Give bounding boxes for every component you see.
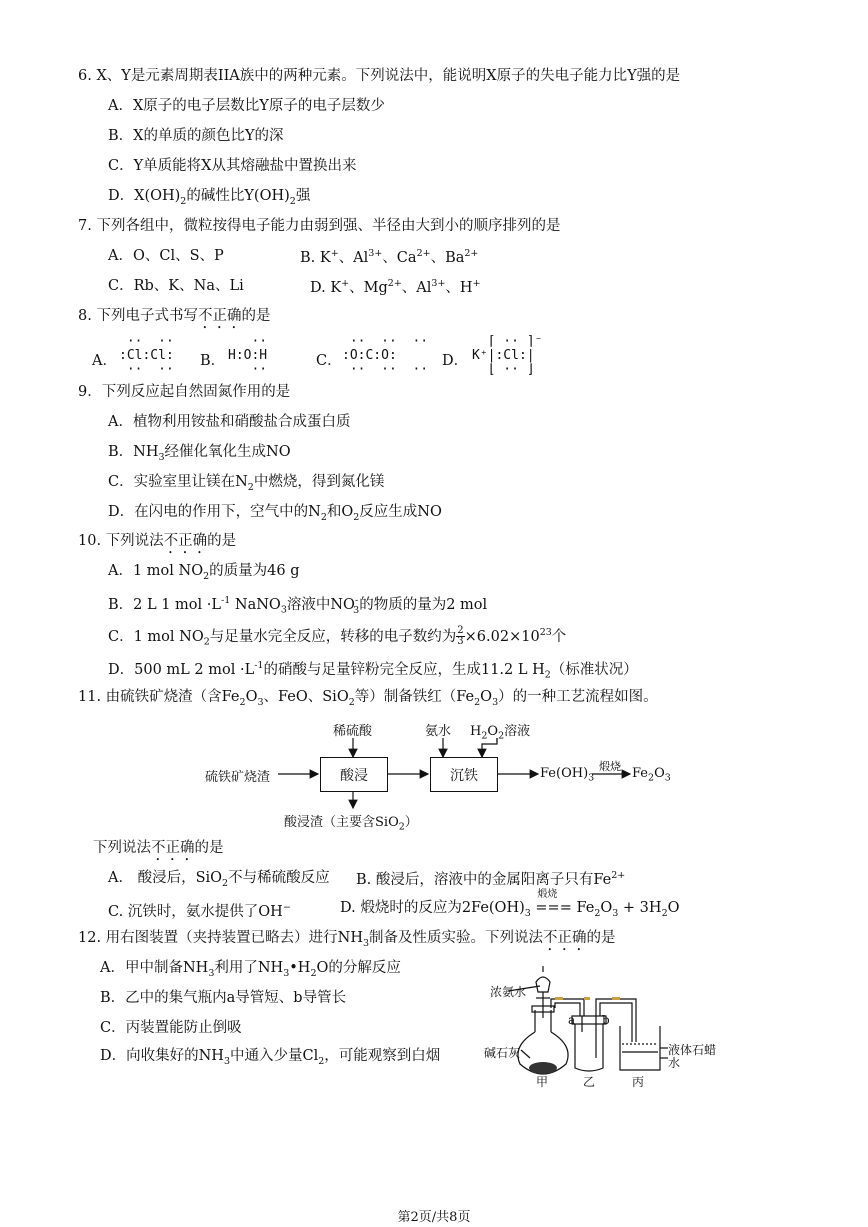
q10-option-a: A．1 mol $NO_2$的质量为46 g	[108, 563, 300, 582]
q9-option-a: A．植物利用铵盐和硝酸盐合成蛋白质	[108, 414, 351, 430]
q7-stem: 7. 下列各组中，微粒按得电子能力由弱到强、半径由大到小的顺序排列的是	[78, 218, 561, 234]
q9-option-c: C．实验室里让镁在$N_2$中燃烧，得到氮化镁	[108, 474, 385, 493]
q8-option-d-label: D．	[442, 353, 469, 369]
label-conc-ammonia: 浓氨水	[490, 985, 527, 999]
label-tube-b: b	[602, 1013, 610, 1027]
flow-product-fe2o3: $Fe_2O_3$	[632, 766, 671, 784]
q8-option-a-label: A．	[92, 353, 117, 369]
q7-option-b: B. K+、$Al^{3+}$、$Ca^{2+}$、$Ba^{2+}$	[300, 248, 479, 266]
q6-option-b: B．X的单质的颜色比Y的深	[108, 128, 284, 144]
flow-arrow-label-calcine: 煅烧	[599, 760, 621, 773]
q10-option-b: B．2 L 1 mol $\cdot L^{-1}$ NaNO$_3$溶液中$NO^-_3$的物质的量为2 mol	[108, 595, 488, 616]
flow-reagent-peroxide: $H_2O_2$溶液	[470, 724, 531, 742]
flow-product-feoh3: $Fe(OH)_3$	[540, 766, 595, 784]
q8-option-b-label: B．	[200, 353, 226, 369]
q11-option-c: C. 沉铁时，氨水提供了OH−	[108, 902, 291, 920]
q11-stem: 11. 由硫铁矿烧渣（含$Fe_2O_3$、FeO、SiO$_2$等）制备铁红$(Fe_2O_3)$的一种工艺流程如图。	[78, 689, 658, 708]
q8-structure-b: ·· H:O:H ··	[228, 334, 268, 377]
q8-structure-d: ⌈ ·· ⌉⁻ K⁺|:Cl:| ⌊ ·· ⌋	[472, 334, 543, 377]
q8-structure-a: ·· ·· :Cl:Cl: ·· ··	[119, 334, 174, 377]
fraction-two-thirds: $\frac{2}{3}$	[457, 625, 464, 648]
flow-reagent-sulfuric: 稀硫酸	[333, 724, 373, 739]
q8-stem: 8. 下列电子式书写不正确的是	[78, 308, 271, 324]
q11-option-d: D. 煅烧时的反应为$2Fe(OH)_3$ 煅烧 === $Fe_2O_3 + 3H_2O$	[340, 889, 680, 919]
q7-option-a: A．O、Cl、S、P	[108, 248, 224, 264]
q12-option-c: C．丙装置能防止倒吸	[100, 1020, 242, 1036]
q10-option-c: C．1 mol $NO_2$与足量水完全反应，转移的电子数约为 $\frac{2}{3}$ $\times 6.02\times 10^{23}$个	[108, 625, 567, 648]
q7-option-d: D. K+、$Mg^{2+}$、$Al^{3+}$、H+	[310, 278, 481, 296]
q12-option-b: B．乙中的集气瓶内a导管短、b导管长	[100, 990, 347, 1006]
q12-option-d: D．向收集好的$NH_3$中通入少量$Cl_2$，可能观察到白烟	[100, 1048, 441, 1067]
q12-option-a: A．甲中制备$NH_3$利用了$NH_3•H_2O$的分解反应	[100, 960, 401, 979]
q11-option-a: A． 酸浸后，SiO$_2$不与稀硫酸反应	[108, 870, 330, 889]
q9-option-d: D．在闪电的作用下，空气中的$N_2$和$O_2$反应生成NO	[108, 504, 442, 523]
label-liquid-paraffin: 液体石蜡	[668, 1043, 717, 1057]
page-footer: 第2页/共8页	[397, 1210, 471, 1225]
label-yi: 乙	[583, 1075, 596, 1089]
q10-option-d: D．500 mL 2 mol $\cdot L^{-1}$的硝酸与足量锌粉完全反应，生成11.2 L $H_2$（标准状况）	[108, 660, 638, 681]
q11-substem: 下列说法不正确的是	[93, 840, 224, 856]
flow-box-iron-precip: 沉铁	[430, 757, 498, 792]
label-soda-lime: 碱石灰	[484, 1046, 521, 1060]
q12-stem: 12. 用右图装置（夹持装置已略去）进行$NH_3$制备及性质实验。下列说法不正确的是	[78, 930, 616, 949]
label-bing: 丙	[632, 1075, 645, 1089]
q8-option-c-label: C．	[316, 353, 342, 369]
flow-input-label: 硫铁矿烧渣	[205, 770, 271, 785]
q6-option-d: D．$X(OH)_2$的碱性比$Y(OH)_2$强	[108, 188, 311, 207]
q10-stem: 10. 下列说法不正确的是	[78, 533, 237, 549]
q11-option-b: B. 酸浸后，溶液中的金属阳离子只有$Fe^{2+}$	[356, 870, 626, 888]
flow-residue-label: 酸浸渣（主要含SiO$_2$）	[284, 815, 418, 833]
label-tube-a: a	[568, 1013, 576, 1027]
q9-stem: 9．下列反应起自然固氮作用的是	[78, 384, 291, 400]
flow-reagent-ammonia: 氨水	[425, 724, 452, 739]
q6-stem: 6. X、Y是元素周期表IIA族中的两种元素。下列说法中，能说明X原子的失电子能力比Y强的是	[78, 68, 681, 84]
flow-box-acid-leach: 酸浸	[320, 757, 388, 792]
label-water: 水	[668, 1056, 681, 1070]
q8-structure-c: ·· ·· ·· :O:C:O: ·· ·· ··	[342, 334, 429, 377]
label-jia: 甲	[536, 1075, 549, 1089]
q6-option-a: A．X原子的电子层数比Y原子的电子层数少	[108, 98, 385, 114]
q6-option-c: C．Y单质能将X从其熔融盐中置换出来	[108, 158, 357, 174]
q9-option-b: B．$NH_3$经催化氧化生成NO	[108, 444, 291, 463]
q7-option-c: C．Rb、K、Na、Li	[108, 278, 244, 294]
